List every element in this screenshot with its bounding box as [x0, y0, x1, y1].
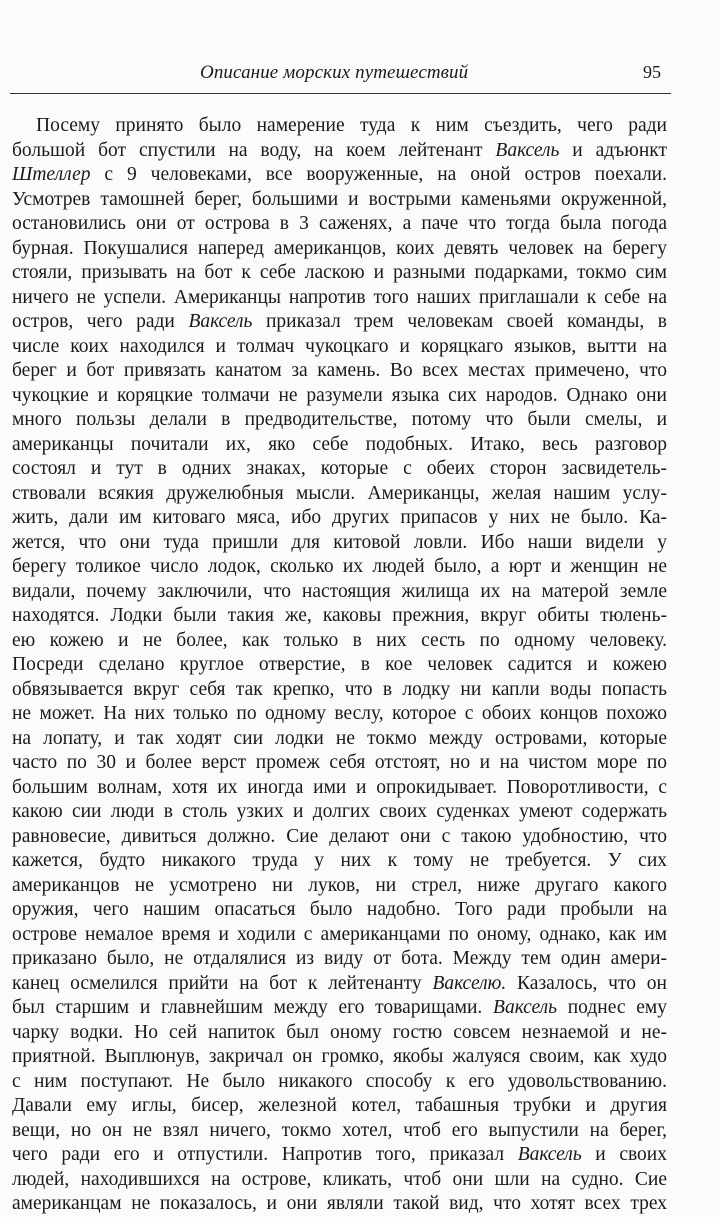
text-run: с ним поступают. Не было никакого способу к его удовольствованию. — [12, 1070, 667, 1092]
text-run: ничего не успели. Американцы напротив того наших приглашали к себе на — [12, 286, 667, 308]
text-run: Давали ему иглы, бисер, железной котел, табашныя трубки и другия — [12, 1095, 667, 1116]
text-line — [12, 653, 667, 678]
text-run: остров, чего ради — [12, 311, 189, 332]
text-run: часто по 30 и более верст промеж себя отстоят, но и на чистом море по — [12, 752, 667, 773]
text-run: Посему принято было намерение туда к ним съездить, чего ради — [36, 115, 667, 136]
text-run: какою сии люди в столь узких и долгих своих суденках умеют содержать — [12, 801, 667, 822]
text-run: не может. На них только по одному веслу, которое с обоих концов похожо — [12, 703, 667, 724]
text-run: берег и бот привязать канатом за камень. Во всех местах примечено, что — [12, 360, 667, 381]
text-line — [12, 261, 667, 286]
text-line — [12, 114, 667, 139]
text-line — [12, 506, 667, 531]
text-line — [12, 604, 667, 629]
text-run: чукоцкие и коряцкие толмачи не разумели языка сих народов. Однако они — [12, 384, 667, 406]
italic-name: Ваксель — [517, 1144, 582, 1165]
text-run: острове немалое время и ходили с американцами по оному, однако, как им — [12, 923, 667, 945]
text-line — [12, 727, 667, 752]
text-line — [12, 1168, 667, 1193]
text-line — [12, 1192, 667, 1217]
text-line — [12, 874, 667, 899]
text-run: на лопату, и так ходят сии лодки не токмо между островами, которые — [12, 727, 667, 749]
text-run: жется, что они туда пришли для китовой ловли. Ибо наши видели у — [12, 531, 667, 553]
text-run: поднес ему — [557, 997, 667, 1018]
text-run: и адъюнкт — [559, 139, 667, 161]
italic-name: Ваксель — [495, 139, 560, 161]
text-run: состоял и тут в одних знаках, которые с обеих сторон засвидетель- — [12, 458, 667, 479]
text-run: оружия, чего нашим опасаться было надобно. Того ради пробыли на — [12, 899, 667, 920]
header-rule — [10, 93, 671, 94]
text-run: приятной. Выплюнув, закричал он громко, якобы жалуяся своим, как худо — [12, 1046, 667, 1067]
text-run: большим волнам, хотя их иногда ими и опрокидывает. Поворотливости, с — [12, 776, 667, 798]
italic-name: Вакселю. — [432, 972, 507, 994]
text-line — [12, 825, 667, 850]
text-run: чарку водки. Но сей напиток был оному гостю совсем незнаемой и не- — [12, 1021, 667, 1043]
text-line — [12, 457, 667, 482]
text-line — [12, 1045, 667, 1070]
text-line — [12, 849, 667, 874]
text-line — [12, 237, 667, 262]
text-line — [12, 898, 667, 923]
text-run: обвязывается вкруг себя так крепко, что в лодку ни капли воды попасть — [12, 678, 667, 700]
running-title: Описание морских путешествий — [200, 62, 469, 83]
text-run: равновесие, дивиться должно. Сие делают они с такою удобностию, что — [12, 825, 667, 847]
italic-name: Ваксель — [493, 997, 558, 1018]
text-line — [12, 555, 667, 580]
text-run: Казалось, что он — [506, 972, 667, 994]
text-run: большой бот спустили на воду, на коем лейтенант — [12, 139, 496, 161]
text-run: был старшим и главнейшим между его товарищами. — [12, 997, 494, 1018]
text-run: находятся. Лодки были такия же, каковы прежния, вкруг обиты тюлень- — [12, 605, 667, 626]
text-line — [12, 212, 667, 237]
text-line — [12, 800, 667, 825]
page-number: 95 — [643, 62, 661, 82]
body-text — [12, 114, 667, 1217]
text-line — [12, 580, 667, 605]
text-line — [12, 996, 667, 1021]
text-line — [12, 1143, 667, 1168]
text-line — [12, 310, 667, 335]
text-run: жить, дали им китоваго мяса, ибо других припасов у них не было. Ка- — [12, 507, 667, 528]
text-run: и своих — [581, 1144, 667, 1165]
text-line — [12, 629, 667, 654]
text-run: чего ради его и отпустили. Напротив того, приказал — [12, 1144, 518, 1165]
text-run: много пользы делали в предводительстве, потому что были смелы, и — [12, 409, 667, 430]
text-line — [12, 1119, 667, 1144]
text-run: с 9 человеками, все вооруженные, на оной остров поехали. — [90, 164, 667, 185]
text-line — [12, 678, 667, 703]
text-run: приказано было, не отдалялися из виду от бота. Между тем один амери- — [12, 948, 667, 969]
text-run: бурная. Покушалися наперед американцов, коих девять человек на берегу — [12, 237, 667, 259]
text-line — [12, 1021, 667, 1046]
text-run: канец осмелился прийти на бот к лейтенанту — [12, 972, 433, 994]
text-line — [12, 531, 667, 556]
text-line — [12, 947, 667, 972]
text-run: людей, находившихся на острове, кликать, чтоб они шли на судно. Сие — [12, 1168, 667, 1190]
text-line — [12, 163, 667, 188]
text-line — [12, 286, 667, 311]
text-run: ею кожею и не более, как только в них сесть по одному человеку. — [12, 629, 667, 651]
text-line — [12, 1094, 667, 1119]
text-line — [12, 188, 667, 213]
text-run: видали, почему заключили, что настоящия жилища их на матерой земле — [12, 580, 667, 602]
page-header — [10, 62, 661, 92]
text-line — [12, 139, 667, 164]
text-run: ствовали всякия дружелюбныя мысли. Американцы, желая нашим услу- — [12, 482, 667, 504]
text-line — [12, 408, 667, 433]
text-run: числе коих находился и толмач чукоцкаго и коряцкаго языков, вытти на — [12, 335, 667, 357]
text-line — [12, 482, 667, 507]
text-run: стояли, призывать на бот к себе ласкою и разными подарками, токмо сим — [12, 262, 667, 283]
text-line — [12, 359, 667, 384]
text-line — [12, 384, 667, 409]
text-line — [12, 1070, 667, 1095]
text-run: остановились они от острова в 3 саженях, а паче что тогда была погода — [12, 213, 667, 234]
text-line — [12, 776, 667, 801]
text-line — [12, 923, 667, 948]
text-line — [12, 751, 667, 776]
text-run: американцов не усмотрено ни луков, ни стрел, ниже другаго какого — [12, 874, 667, 896]
text-run: вещи, но он не взял ничего, токмо хотел, чтоб его выпустили на берег, — [12, 1119, 667, 1141]
text-run: Посреди сделано круглое отверстие, в кое человек садится и кожею — [12, 654, 667, 675]
text-line — [12, 433, 667, 458]
text-line — [12, 702, 667, 727]
text-line — [12, 972, 667, 997]
text-line — [12, 335, 667, 360]
text-run: Усмотрев тамошней берег, большими и вострыми каменьями окруженной, — [12, 188, 667, 210]
italic-name: Штеллер — [12, 164, 91, 185]
text-run: берегу толикое число лодок, сколько их людей было, а юрт и женщин не — [12, 556, 667, 577]
text-run: кажется, будто никакого труда у них к тому не требуется. У сих — [12, 850, 667, 871]
italic-name: Ваксель — [188, 311, 253, 332]
text-run: приказал трем человекам своей команды, в — [252, 311, 667, 332]
text-run: американцы почитали их, яко себе подобных. Итако, весь разговор — [12, 433, 667, 455]
text-run: американцам не показалось, и они являли такой вид, что хотят всех трех — [12, 1193, 667, 1214]
